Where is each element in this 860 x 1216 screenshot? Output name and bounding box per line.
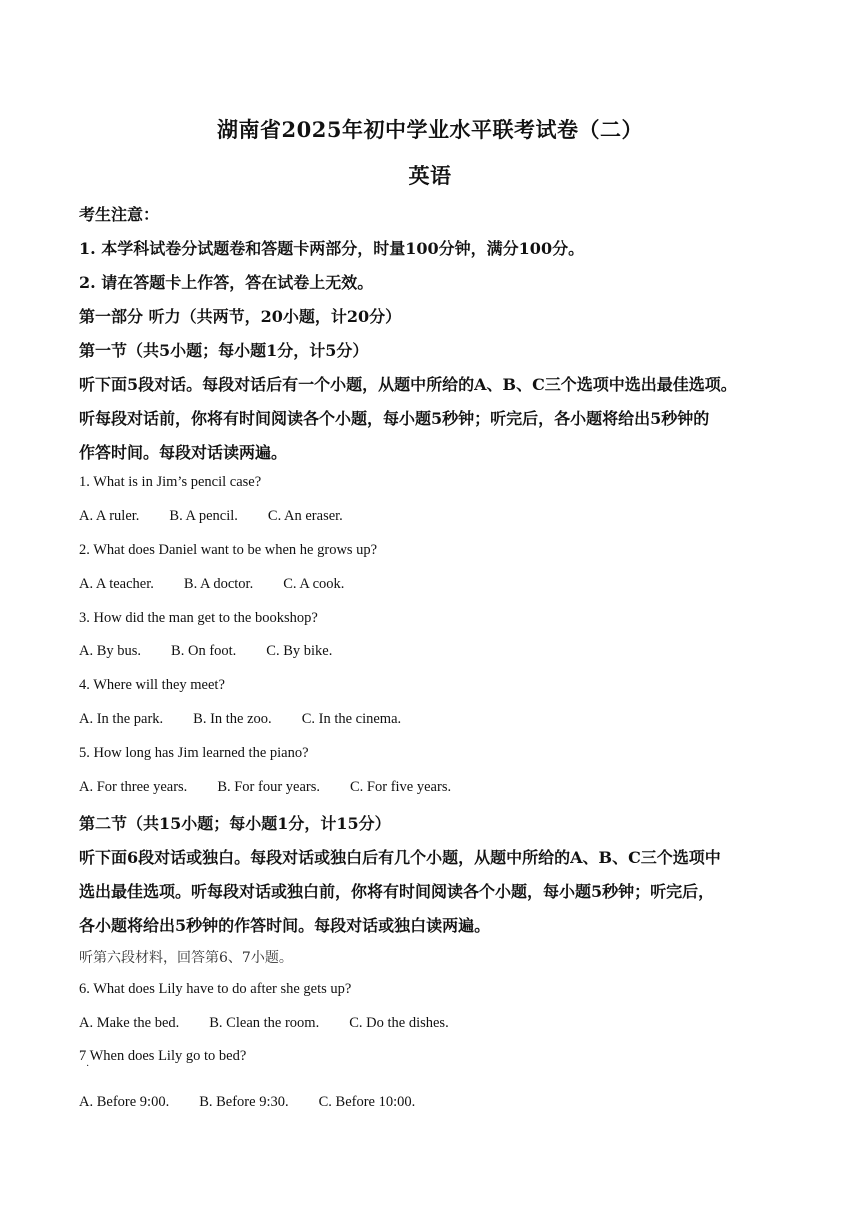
- stray-dot: ·: [86, 1061, 90, 1072]
- option-b: B. A doctor.: [183, 576, 254, 592]
- option-c: C. An eraser.: [267, 508, 343, 524]
- section2-instruction-1: 听下面6段对话或独白。每段对话或独白后有几个小题，从题中所给的A、B、C三个选项中: [79, 848, 721, 867]
- exam-title: 湖南省2025年初中学业水平联考试卷（二）: [217, 117, 643, 142]
- option-a: A. A ruler.: [79, 508, 140, 524]
- option-b: B. In the zoo.: [193, 711, 272, 727]
- option-a: A. Make the bed.: [79, 1015, 180, 1031]
- question-2-options: [79, 576, 800, 593]
- section1-instruction-2: 听每段对话前，你将有时间阅读各个小题，每小题5秒钟；听完后，各小题将给出5秒钟的: [79, 409, 710, 428]
- question-7: 7 When does Lily go to bed?: [79, 1048, 247, 1064]
- option-a: A. For three years.: [79, 779, 188, 795]
- question-3-options: [79, 643, 800, 660]
- section2-instruction-2: 选出最佳选项。听每段对话或独白前，你将有时间阅读各个小题，每小题5秒钟；听完后，: [79, 882, 715, 901]
- option-c: C. In the cinema.: [301, 711, 402, 727]
- question-4-options: [79, 711, 800, 728]
- section1-instruction-3: 作答时间。每段对话读两遍。: [79, 443, 288, 462]
- option-c: C. A cook.: [283, 576, 345, 592]
- section1-instruction-1: 听下面5段对话。每段对话后有一个小题，从题中所给的A、B、C三个选项中选出最佳选项。: [79, 375, 737, 394]
- question-2: 2. What does Daniel want to be when he grows up?: [79, 542, 378, 558]
- option-b: B. Before 9:30.: [199, 1094, 289, 1110]
- option-c: C. By bike.: [266, 643, 333, 659]
- question-6: 6. What does Lily have to do after she gets up?: [79, 981, 352, 997]
- option-b: B. A pencil.: [169, 508, 238, 524]
- option-a: A. Before 9:00.: [79, 1094, 170, 1110]
- question-1: 1. What is in Jim’s pencil case?: [79, 474, 262, 490]
- notice-item-1: 1. 本学科试卷分试题卷和答题卡两部分，时量100分钟，满分100分。: [79, 239, 585, 258]
- option-c: C. Before 10:00.: [318, 1094, 416, 1110]
- notice-item-2: 2. 请在答题卡上作答，答在试卷上无效。: [79, 273, 374, 292]
- part1-heading: 第一部分 听力（共两节，20小题，计20分）: [79, 307, 402, 326]
- option-a: A. A teacher.: [79, 576, 154, 592]
- material-note: 听第六段材料，回答第6、7小题。: [79, 950, 293, 966]
- option-b: B. Clean the room.: [209, 1015, 320, 1031]
- section2-instruction-3: 各小题将给出5秒钟的作答时间。每段对话或独白读两遍。: [79, 916, 491, 935]
- question-3: 3. How did the man get to the bookshop?: [79, 610, 318, 626]
- option-a: A. By bus.: [79, 643, 142, 659]
- option-c: C. Do the dishes.: [349, 1015, 449, 1031]
- option-b: B. For four years.: [217, 779, 321, 795]
- subject-title: 英语: [408, 163, 452, 188]
- notice-heading: 考生注意：: [79, 205, 160, 224]
- question-1-options: [79, 508, 800, 525]
- section1-heading: 第一节（共5小题；每小题1分，计5分）: [79, 341, 369, 360]
- question-4: 4. Where will they meet?: [79, 677, 225, 693]
- option-b: B. On foot.: [171, 643, 237, 659]
- question-6-options: [79, 1015, 800, 1032]
- question-7-options: [79, 1094, 800, 1111]
- option-c: C. For five years.: [350, 779, 452, 795]
- question-5-options: [79, 779, 800, 796]
- question-5: 5. How long has Jim learned the piano?: [79, 745, 309, 761]
- section2-heading: 第二节（共15小题；每小题1分，计15分）: [79, 814, 391, 833]
- option-a: A. In the park.: [79, 711, 164, 727]
